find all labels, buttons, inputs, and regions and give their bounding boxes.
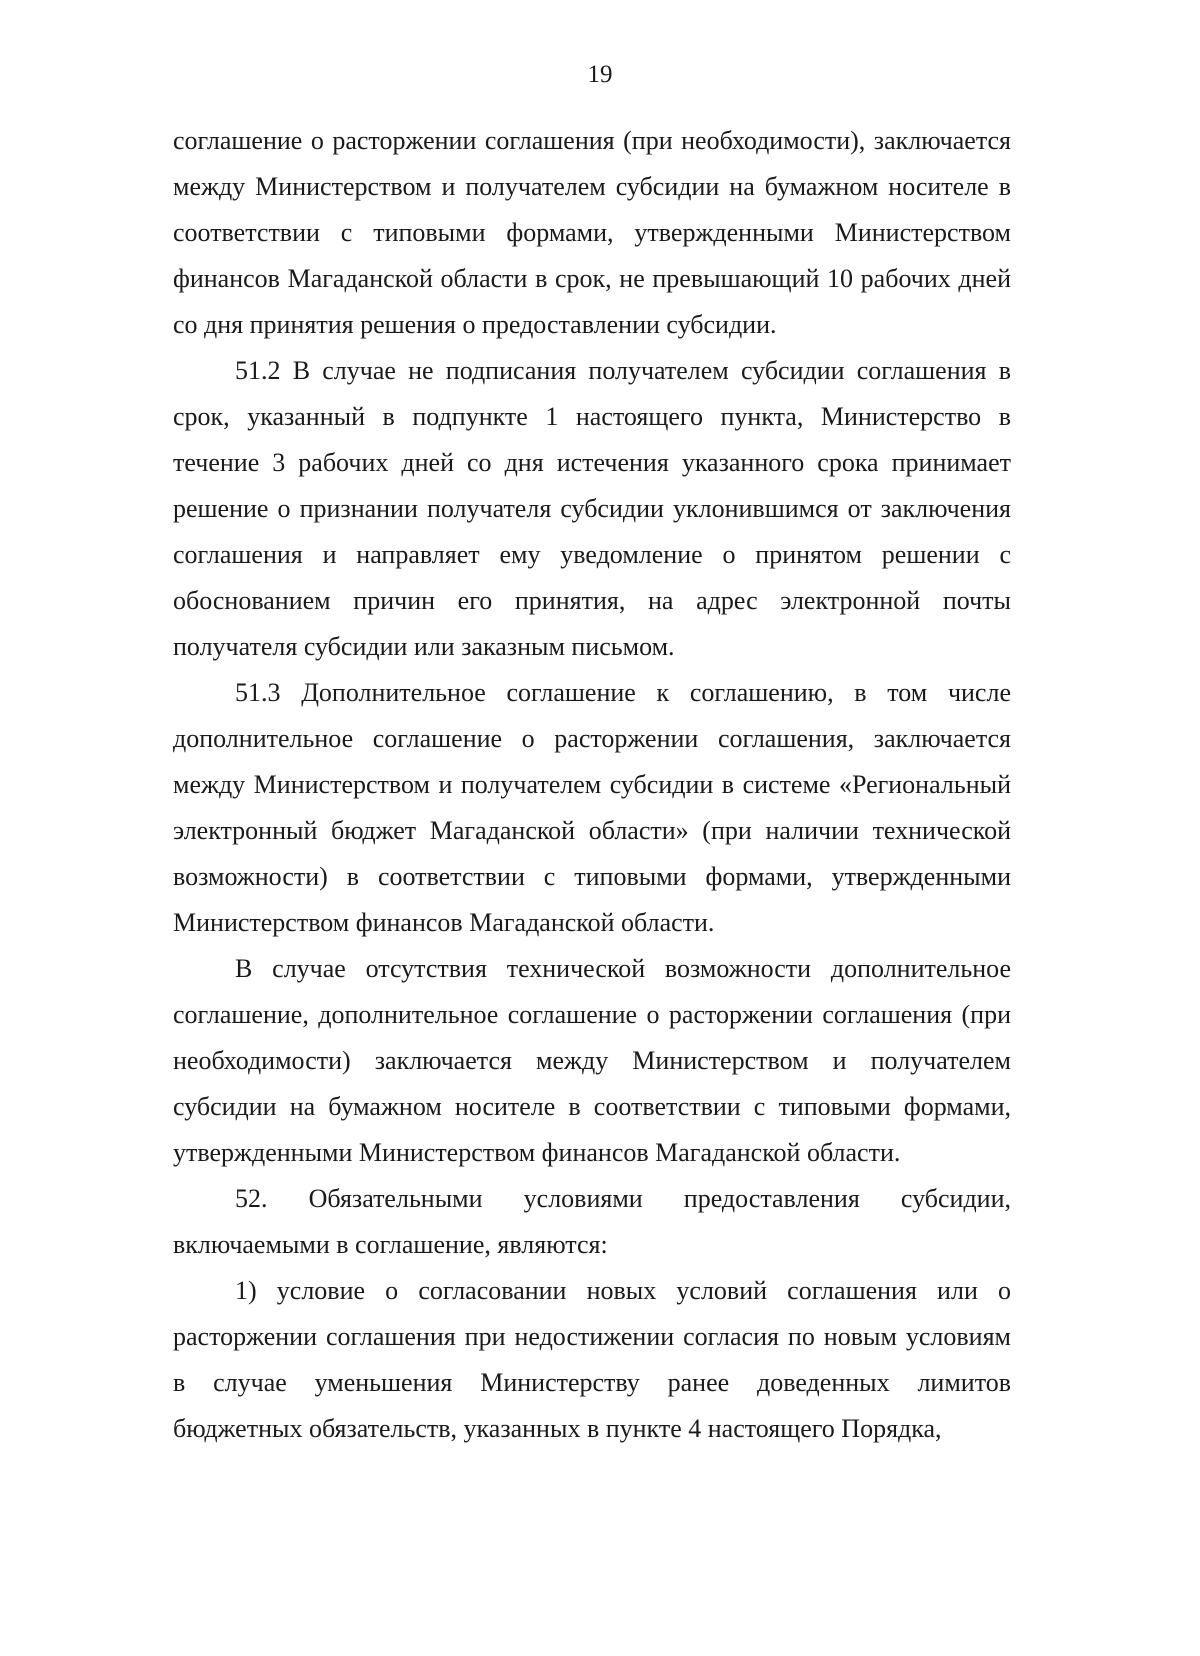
- paragraph-52: 52. Обязательными условиями предоставления субсидии, включаемыми в соглашение, являются:: [173, 1184, 1011, 1259]
- paragraph-continuation: соглашение о расторжении соглашения (при необходимости), заключается между Министерством и получателем субсидии на бумажном носителе в соответствии с типовыми формами, утвержденными Министерством финансов Магаданской области в срок, не превышающий 10 рабочих дней со дня принятия решения о предоставлении субсидии.: [173, 126, 1011, 339]
- paragraph-51-3: 51.3 Дополнительное соглашение к соглашению, в том числе дополнительное соглашение о расторжении соглашения, заключается между Министерством и получателем субсидии в системе «Региональный электронный бюджет Магаданской области» (при наличии технической возможности) в соответствии с типовыми формами, утвержденными Министерством финансов Магаданской области.: [173, 678, 1011, 937]
- page-number: 19: [587, 61, 613, 88]
- paragraph-51-2: 51.2 В случае не подписания получателем субсидии соглашения в срок, указанный в подпункте 1 настоящего пункта, Министерство в течение 3 рабочих дней со дня истечения указанного срока принимает решение о признании получателя субсидии уклонившимся от заключения соглашения и направляет ему уведомление о принятом решении с обоснованием причин его принятия, на адрес электронной почты получателя субсидии или заказным письмом.: [173, 356, 1011, 661]
- paragraph-no-technical-possibility: В случае отсутствия технической возможности дополнительное соглашение, дополнительное соглашение о расторжении соглашения (при необходимости) заключается между Министерством и получателем субсидии на бумажном носителе в соответствии с типовыми формами, утвержденными Министерством финансов Магаданской области.: [173, 954, 1011, 1167]
- document-body: [173, 118, 1011, 1452]
- paragraph-52-item-1: 1) условие о согласовании новых условий соглашения или о расторжении соглашения при недостижении согласия по новым условиям в случае уменьшения Министерству ранее доведенных лимитов бюджетных обязательств, указанных в пункте 4 настоящего Порядка,: [173, 1276, 1011, 1443]
